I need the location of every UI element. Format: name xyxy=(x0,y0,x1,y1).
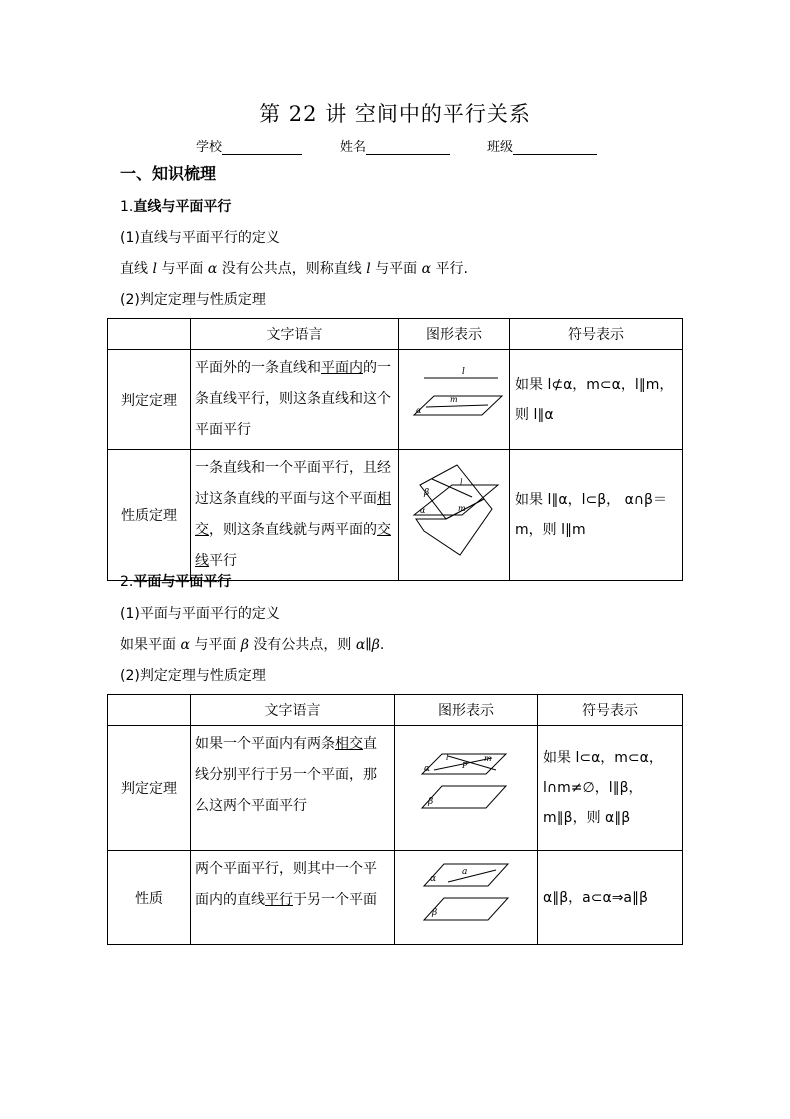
school-field[interactable] xyxy=(196,136,302,155)
section-heading: 一、知识梳理 xyxy=(120,164,217,183)
svg-text:α: α xyxy=(424,764,431,774)
row-text: 如果一个平面内有两条相交直线分别平行于另一个平面，那么这两个平面平行 xyxy=(191,726,395,851)
svg-text:β: β xyxy=(428,797,434,807)
class-label: 班级 xyxy=(487,140,514,155)
part2-sub1: (1)平面与平面平行的定义 xyxy=(120,606,280,622)
part1-sub1: (1)直线与平面平行的定义 xyxy=(120,230,280,246)
name-field[interactable] xyxy=(340,136,450,155)
figure-plane-plane-judge xyxy=(395,726,538,851)
name-label: 姓名 xyxy=(340,140,367,155)
header-text-language: 文字语言 xyxy=(191,695,395,726)
row-symbol: 如果 l∥α，l⊂β， α∩β＝m，则 l∥m xyxy=(510,450,683,581)
name-blank xyxy=(366,141,450,155)
class-blank xyxy=(513,141,597,155)
line-plane-table xyxy=(107,318,683,581)
svg-text:P: P xyxy=(462,761,468,770)
row-text: 一条直线和一个平面平行，且经过这条直线的平面与这个平面相交，则这条直线就与两平面的交线平行 xyxy=(191,450,399,581)
row-label: 判定定理 xyxy=(108,726,191,851)
row-symbol: 如果 l⊄α，m⊂α，l∥m，则 l∥α xyxy=(510,350,683,450)
part2-sub2: (2)判定定理与性质定理 xyxy=(120,668,266,684)
row-label: 性质定理 xyxy=(108,450,191,581)
header-symbol: 符号表示 xyxy=(538,695,683,726)
table-row xyxy=(108,350,683,450)
table-row xyxy=(108,851,683,945)
row-label: 性质 xyxy=(108,851,191,945)
figure-plane-plane-property xyxy=(395,851,538,945)
svg-text:m: m xyxy=(458,504,466,513)
page-title: 第 22 讲 空间中的平行关系 xyxy=(259,102,531,126)
header-figure: 图形表示 xyxy=(395,695,538,726)
header-symbol: 符号表示 xyxy=(510,319,683,350)
svg-text:l: l xyxy=(460,478,463,487)
part1-heading: 1.直线与平面平行 xyxy=(120,199,232,215)
svg-text:a: a xyxy=(462,866,468,877)
part2-definition: 如果平面 α 与平面 β 没有公共点，则 α∥β. xyxy=(120,637,385,653)
header-text-language: 文字语言 xyxy=(191,319,399,350)
svg-text:α: α xyxy=(420,506,426,515)
part1-sub2: (2)判定定理与性质定理 xyxy=(120,292,266,308)
plane-plane-table xyxy=(107,694,683,945)
svg-text:m: m xyxy=(484,754,492,763)
row-symbol: 如果 l⊂α，m⊂α，l∩m≠∅，l∥β，m∥β，则 α∥β xyxy=(538,726,683,851)
class-field[interactable] xyxy=(487,136,597,155)
part2-heading: 2.平面与平面平行 xyxy=(120,574,232,590)
row-text: 平面外的一条直线和平面内的一条直线平行，则这条直线和这个平面平行 xyxy=(191,350,399,450)
svg-text:l: l xyxy=(462,366,465,377)
table-row xyxy=(108,726,683,851)
school-blank xyxy=(222,141,302,155)
row-text: 两个平面平行，则其中一个平面内的直线平行于另一个平面 xyxy=(191,851,395,945)
svg-text:α: α xyxy=(430,873,437,884)
row-label: 判定定理 xyxy=(108,350,191,450)
svg-text:m: m xyxy=(450,394,458,404)
school-label: 学校 xyxy=(196,140,223,155)
row-symbol: α∥β，a⊂α⇒a∥β xyxy=(538,851,683,945)
svg-text:β: β xyxy=(424,488,430,498)
svg-text:β: β xyxy=(432,907,438,918)
part1-definition: 直线 l 与平面 α 没有公共点，则称直线 l 与平面 α 平行. xyxy=(120,261,468,277)
table-row xyxy=(108,450,683,581)
figure-line-plane-property xyxy=(399,450,510,581)
header-figure: 图形表示 xyxy=(399,319,510,350)
svg-text:l: l xyxy=(446,753,449,762)
figure-line-plane-judge xyxy=(399,350,510,450)
svg-text:α: α xyxy=(416,405,422,415)
